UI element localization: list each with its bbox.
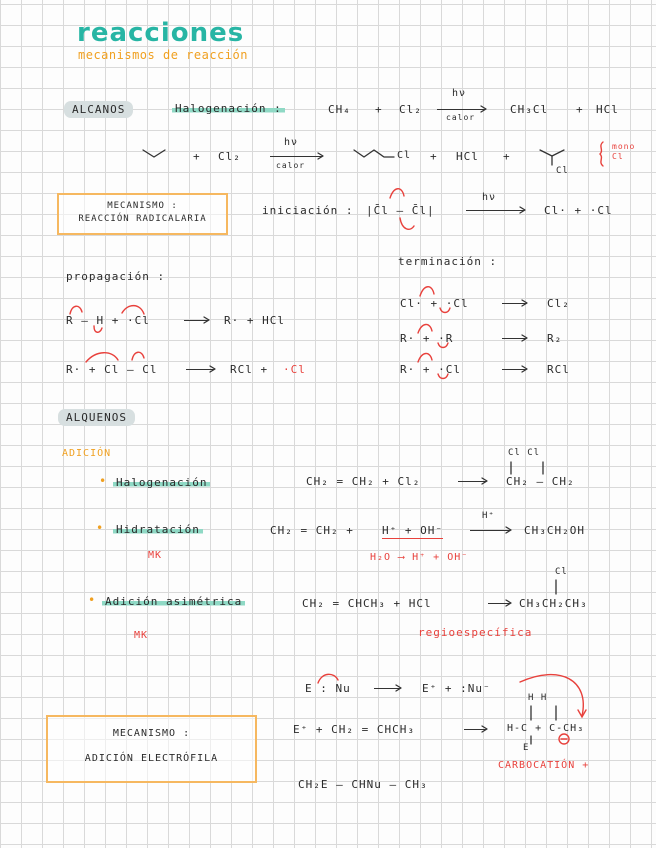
propagacion-row-2-left: R· + Cl — Cl (66, 363, 158, 376)
box-subtitle: ADICIÓN ELECTRÓFILA (84, 753, 219, 764)
arrow-label-hv: hν (482, 192, 497, 203)
iniciacion-label: iniciación : (262, 204, 354, 217)
reaction-arrow (184, 320, 208, 321)
curved-electron-arrow (390, 189, 404, 198)
terminacion-row-2-left: R· + ·R (400, 332, 454, 345)
product-ch3cl: CH₃Cl (510, 103, 549, 116)
halogenacion-product: CH₂ — CH₂ (506, 475, 575, 488)
chloropropane-skeletal (354, 150, 394, 157)
curved-electron-arrow (86, 353, 118, 362)
arrow-label-calor: calor (446, 113, 476, 122)
propagacion-radical: ·Cl (283, 363, 306, 376)
curved-electron-arrow (122, 306, 144, 314)
terminacion-label: terminación : (398, 255, 498, 268)
hidratacion-item-label: Hidratación (113, 524, 203, 535)
propane-skeletal (143, 150, 165, 157)
page-subtitle: mecanismos de reacción (78, 48, 248, 62)
electrophilic-addition-reactants: E⁺ + CH₂ = CHCH₃ (293, 723, 415, 736)
reactant-ch4: CH₄ (328, 103, 351, 116)
carbocation-electrophile: E (523, 743, 530, 753)
terminacion-row-2-right: R₂ (547, 332, 563, 345)
arrow-label-hv: hν (284, 137, 299, 148)
terminacion-row-1-left: Cl· + ·Cl (400, 297, 469, 310)
arrowhead (578, 710, 586, 717)
markovnikov-note: MK (148, 550, 163, 561)
mecanismo-electrofila-box (46, 715, 257, 783)
section-heading-alquenos: ALQUENOS (58, 409, 135, 426)
reaction-arrow (186, 369, 214, 370)
reaction-arrow (488, 603, 510, 604)
product-hcl: HCl (596, 103, 619, 116)
plus-sign: + (430, 150, 438, 163)
box-title: MECANISMO : (112, 728, 191, 739)
product-substituent-cl: Cl (397, 150, 412, 161)
arrow-label-hv: hν (452, 88, 467, 99)
bullet: • (99, 474, 107, 488)
curved-electron-arrow (420, 287, 434, 296)
hidratacion-reactants: CH₂ = CH₂ + (270, 524, 354, 537)
mono-cl-note: mono Cl (612, 142, 636, 161)
product-hcl: HCl (456, 150, 479, 163)
propagacion-row-2-right: RCl + (230, 363, 269, 376)
adicion-asimetrica-product: CH₃CH₂CH₃ (519, 597, 588, 610)
mecanismo-radicalaria-box (57, 193, 228, 235)
brace (600, 142, 603, 166)
plus-sign: + (193, 150, 201, 163)
hidratacion-product: CH₃CH₂OH (524, 524, 585, 537)
curved-electron-arrow (132, 352, 144, 360)
reaction-arrow (502, 369, 526, 370)
terminacion-row-1-right: Cl₂ (547, 297, 570, 310)
electrophile-nucleophile-products: E⁺ + :Nu⁻ (422, 682, 491, 695)
halogenacion-item-label: Halogenación (113, 477, 210, 488)
terminacion-row-3-left: R· + ·Cl (400, 363, 461, 376)
reaction-arrow (470, 530, 510, 531)
adicion-label: ADICIÓN (62, 448, 112, 459)
reaction-arrow (464, 729, 486, 730)
arrow-label-calor: calor (276, 161, 306, 170)
page-title: reacciones (77, 18, 245, 48)
section-heading-alcanos: ALCANOS (64, 101, 133, 118)
regioespecifica-note: regioespecífica (418, 626, 533, 639)
reactant-cl2: Cl₂ (218, 150, 241, 163)
bullet: • (96, 521, 104, 535)
carbocation-structure: H-C + C-CH₃ (507, 723, 585, 734)
arrow-label-h-plus: H⁺ (482, 511, 495, 521)
adicion-asimetrica-product-substituent: Cl (555, 567, 568, 577)
markovnikov-note: MK (134, 630, 149, 641)
hidratacion-water-ions: H⁺ + OH⁻ (382, 524, 443, 537)
terminacion-row-3-right: RCl (547, 363, 570, 376)
reaction-arrow (270, 156, 322, 157)
final-product: CH₂E – CHNu – CH₃ (298, 778, 428, 791)
halogenacion-tag: Halogenación : (172, 103, 285, 114)
adicion-asimetrica-reactants: CH₂ = CHCH₃ + HCl (302, 597, 432, 610)
charge-circle (559, 734, 569, 744)
reaction-arrow (374, 688, 400, 689)
propagacion-label: propagación : (66, 270, 166, 283)
electrophile-nucleophile-reactant: E : Nu (305, 682, 351, 695)
carbocation-label: CARBOCATIÓN + (498, 760, 590, 771)
propagacion-row-1-left: R — H + ·Cl (66, 314, 150, 327)
plus-sign: + (375, 103, 383, 116)
propagacion-row-1-right: R· + HCl (224, 314, 285, 327)
adicion-asimetrica-item-label: Adición asimétrica (102, 596, 245, 607)
isopropyl-skeletal (540, 150, 564, 156)
product-substituent-cl: Cl (556, 166, 569, 176)
plus-sign: + (503, 150, 511, 163)
box-title: MECANISMO : (107, 201, 178, 211)
iniciacion-reactant: |C̄l — C̄l| (366, 204, 435, 217)
carbocation-top-hydrogens: H H (528, 693, 548, 703)
reaction-arrow (437, 109, 485, 110)
reactant-cl2: Cl₂ (399, 103, 422, 116)
curved-electron-arrow (400, 218, 414, 229)
reaction-arrow (458, 481, 486, 482)
plus-sign: + (576, 103, 584, 116)
curved-electron-arrow (418, 353, 432, 362)
iniciacion-product: Cl· + ·Cl (544, 204, 613, 217)
curved-electron-arrow (70, 306, 82, 314)
reaction-arrow (502, 338, 526, 339)
halogenacion-reactants: CH₂ = CH₂ + Cl₂ (306, 475, 421, 488)
water-dissociation-note: H₂O ⟶ H⁺ + OH⁻ (370, 552, 469, 563)
box-subtitle: REACCIÓN RADICALARIA (78, 214, 207, 224)
reaction-arrow (466, 210, 524, 211)
halogenacion-product-substituents: Cl Cl (508, 448, 541, 458)
reaction-arrow (502, 303, 526, 304)
bullet: • (88, 593, 96, 607)
